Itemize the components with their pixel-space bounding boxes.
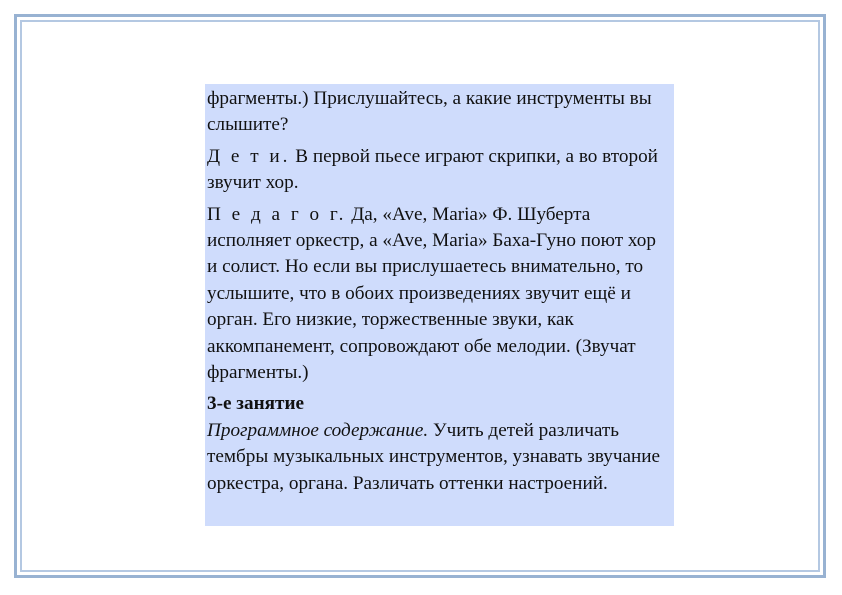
paragraph-children-text: В первой пьесе играют скрипки, а во второй звучит хор. <box>207 145 658 194</box>
program-label: Программное содержание. <box>207 419 429 441</box>
speaker-teacher: П е д а г о г. <box>207 203 347 225</box>
program-text: Учить детей различать тембры музыкальных инструментов, узнавать звучание оркестра, органа. Различать оттенки настроений. <box>207 419 661 494</box>
paragraph-teacher <box>207 202 670 387</box>
paragraph-intro <box>207 86 670 139</box>
lesson-heading: 3-е занятие <box>207 393 305 415</box>
paragraph-children <box>207 144 670 197</box>
text-box <box>205 84 674 526</box>
paragraph-intro-text: фрагменты.) Прислушайтесь, а какие инструменты вы слышите? <box>207 88 652 136</box>
paragraph-teacher-text: Да, «Ave, Maria» Ф. Шуберта исполняет оркестр, а «Ave, Maria» Баха-Гуно поют хор и солист. Но если вы прислушаетесь внимательно, то услышите, что в обоих произведениях звучит ещё и орган. Его низкие, торжественные звуки, как аккомпанемент, сопровождают обе мелодии. (Звучат фрагменты.) <box>207 203 656 384</box>
speaker-children: Д е т и. <box>207 145 291 167</box>
paragraph-program <box>207 418 670 497</box>
